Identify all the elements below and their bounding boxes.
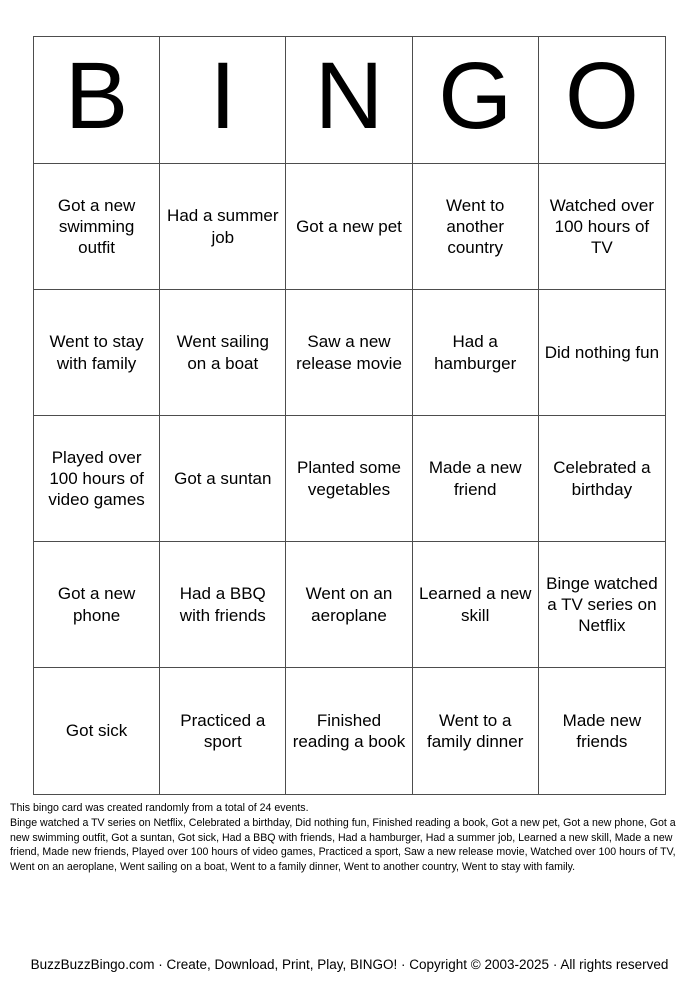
bingo-cell-r1c4[interactable]: Went to another country <box>413 164 539 290</box>
bingo-cell-r2c1[interactable]: Went to stay with family <box>34 290 160 416</box>
bingo-header-letter-n: N <box>286 37 412 164</box>
bingo-cell-r5c5[interactable]: Made new friends <box>562 710 642 751</box>
copyright-text: BuzzBuzzBingo.com · Create, Download, Print, Play, BINGO! · Copyright © 2003-2025 · All rights reserved <box>30 957 669 972</box>
bingo-header-letter-b: B <box>34 37 160 164</box>
bingo-cell-r2c2[interactable]: Went sailing on a boat <box>160 290 286 416</box>
bingo-cell-r3c1[interactable]: Played over 100 hours of video games <box>34 416 160 542</box>
bingo-header-letter-i: I <box>160 37 286 164</box>
bingo-cell-r4c4[interactable]: Learned a new skill <box>413 542 539 668</box>
bingo-cell-r2c3[interactable]: Saw a new release movie <box>286 290 412 416</box>
bingo-cell-r2c5[interactable]: Did nothing fun <box>539 290 665 416</box>
bingo-header-letter-o: O <box>539 37 665 164</box>
bingo-cell-r3c4[interactable]: Made a new friend <box>413 416 539 542</box>
card-info-block <box>10 801 691 875</box>
bingo-header-letter-g: G <box>413 37 539 164</box>
bingo-card-grid <box>33 36 666 795</box>
bingo-cell-r5c4[interactable]: Went to a family dinner <box>413 668 539 794</box>
events-list: Binge watched a TV series on Netflix, Celebrated a birthday, Did nothing fun, Finished reading a book, Got a new pet, Got a new phone, Got a new swimming outfit, Got a suntan, Got sick, Had a BBQ with friends, Had a hamburger, Had a summer job, Learned a new skill, Made a new friend, Made new friends, Played over 100 hours of video games, Practiced a sport, Saw a new release movie, Watched over 100 hours of TV, Went on an aeroplane, Went sailing on a boat, Went to a family dinner, Went to another country, Went to stay with family. <box>10 816 676 874</box>
bingo-cell-r1c3[interactable]: Got a new pet <box>286 164 412 290</box>
bingo-cell-r2c4[interactable]: Had a hamburger <box>413 290 539 416</box>
bingo-cell-r1c5[interactable]: Watched over 100 hours of TV <box>539 164 665 290</box>
bingo-cell-r3c5[interactable]: Celebrated a birthday <box>539 416 665 542</box>
bingo-cell-r4c5[interactable]: Binge watched a TV series on Netflix <box>539 542 665 668</box>
bingo-cell-r4c3[interactable]: Went on an aeroplane <box>286 542 412 668</box>
bingo-cell-r4c2[interactable]: Had a BBQ with friends <box>160 542 286 668</box>
bingo-cell-r5c1[interactable]: Got sick <box>34 668 160 794</box>
bingo-cell-r3c2[interactable]: Got a suntan <box>160 416 286 542</box>
bingo-cell-r1c1[interactable]: Got a new swimming outfit <box>34 164 160 290</box>
bingo-cell-r1c2[interactable]: Had a summer job <box>160 164 286 290</box>
bingo-cell-r5c2[interactable]: Practiced a sport <box>160 668 286 794</box>
bingo-cell-r5c3[interactable]: Finished reading a book <box>286 668 412 794</box>
bingo-cell-r4c1[interactable]: Got a new phone <box>34 542 160 668</box>
bingo-cell-r3c3[interactable]: Planted some vegetables <box>286 416 412 542</box>
copyright-bar <box>0 956 699 974</box>
card-creation-note: This bingo card was created randomly from a total of 24 events. <box>10 802 309 814</box>
